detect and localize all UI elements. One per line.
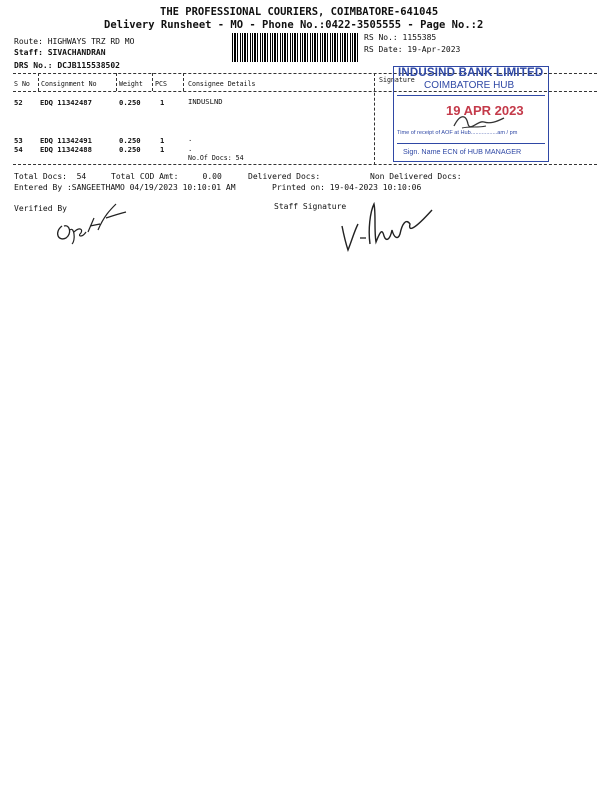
runsheet-title: Delivery Runsheet - MO - Phone No.:0422-3505555 - Page No.:2 [104,19,484,31]
verifier-signature [52,196,136,248]
staff-label: Staff: SIVACHANDRAN [14,48,106,57]
row-consignee: . [188,144,193,153]
no-of-docs: No.Of Docs: 54 [188,154,244,162]
total-cod-amount: Total COD Amt: 0.00 [111,172,222,181]
stamp-divider [397,95,545,96]
col-divider [116,73,117,91]
row-weight: 0.250 [119,145,141,154]
route-label: Route: HIGHWAYS TRZ RD MO [14,37,135,46]
row-consignee: . [188,134,193,143]
row-pcs: 1 [160,136,165,145]
non-delivered-docs: Non Delivered Docs: [370,172,462,181]
col-header-sno: S No [14,80,30,88]
table-bottom-rule [13,164,597,165]
col-header-consignment: Consignment No [41,80,97,88]
total-docs: Total Docs: 54 [14,172,87,181]
row-consignee: INDUSLND [188,97,223,106]
row-consignment: EDQ 11342488 [40,145,92,154]
rs-number: RS No.: 1155385 [364,33,437,42]
col-header-signature: Signature [379,76,415,84]
printed-on: Printed on: 19-04-2023 10:10:06 [272,183,422,192]
stamp-bank-name: INDUSIND BANK LIMITED [398,67,544,79]
col-divider [183,73,184,91]
row-sno: 52 [14,98,23,107]
staff-signature [336,200,436,256]
row-sno: 54 [14,145,23,154]
stamp-hub: COIMBATORE HUB [424,80,515,91]
drs-number: DRS No.: DCJB115538502 [14,61,120,70]
staff-signature-label: Staff Signature [274,202,347,211]
col-header-consignee: Consignee Details [188,80,256,88]
row-weight: 0.250 [119,98,141,107]
col-divider [38,73,39,91]
col-divider [374,73,375,165]
row-pcs: 1 [160,145,165,154]
row-pcs: 1 [160,98,165,107]
delivered-docs: Delivered Docs: [248,172,321,181]
stamp-receipt-line: Time of receipt of AOF at Hub.................am / pm [397,130,518,136]
col-header-pcs: PCS [155,80,167,88]
stamp-date: 19 APR 2023 [446,103,524,118]
row-consignment: EDQ 11342487 [40,98,92,107]
stamp-sign-line: Sign. Name ECN of HUB MANAGER [403,147,522,156]
barcode [232,33,358,62]
col-header-weight: Weight [119,80,143,88]
row-sno: 53 [14,136,23,145]
company-title: THE PROFESSIONAL COURIERS, COIMBATORE-641045 [160,6,439,18]
stamp-initials-signature [448,112,508,134]
stamp-divider [397,143,545,144]
row-weight: 0.250 [119,136,141,145]
rs-date: RS Date: 19-Apr-2023 [364,45,461,54]
col-divider [152,73,153,91]
entered-by: Entered By :SANGEETHAMO 04/19/2023 10:10:01 AM [14,183,236,192]
row-consignment: EDQ 11342491 [40,136,92,145]
verified-by-label: Verified By [14,204,67,213]
